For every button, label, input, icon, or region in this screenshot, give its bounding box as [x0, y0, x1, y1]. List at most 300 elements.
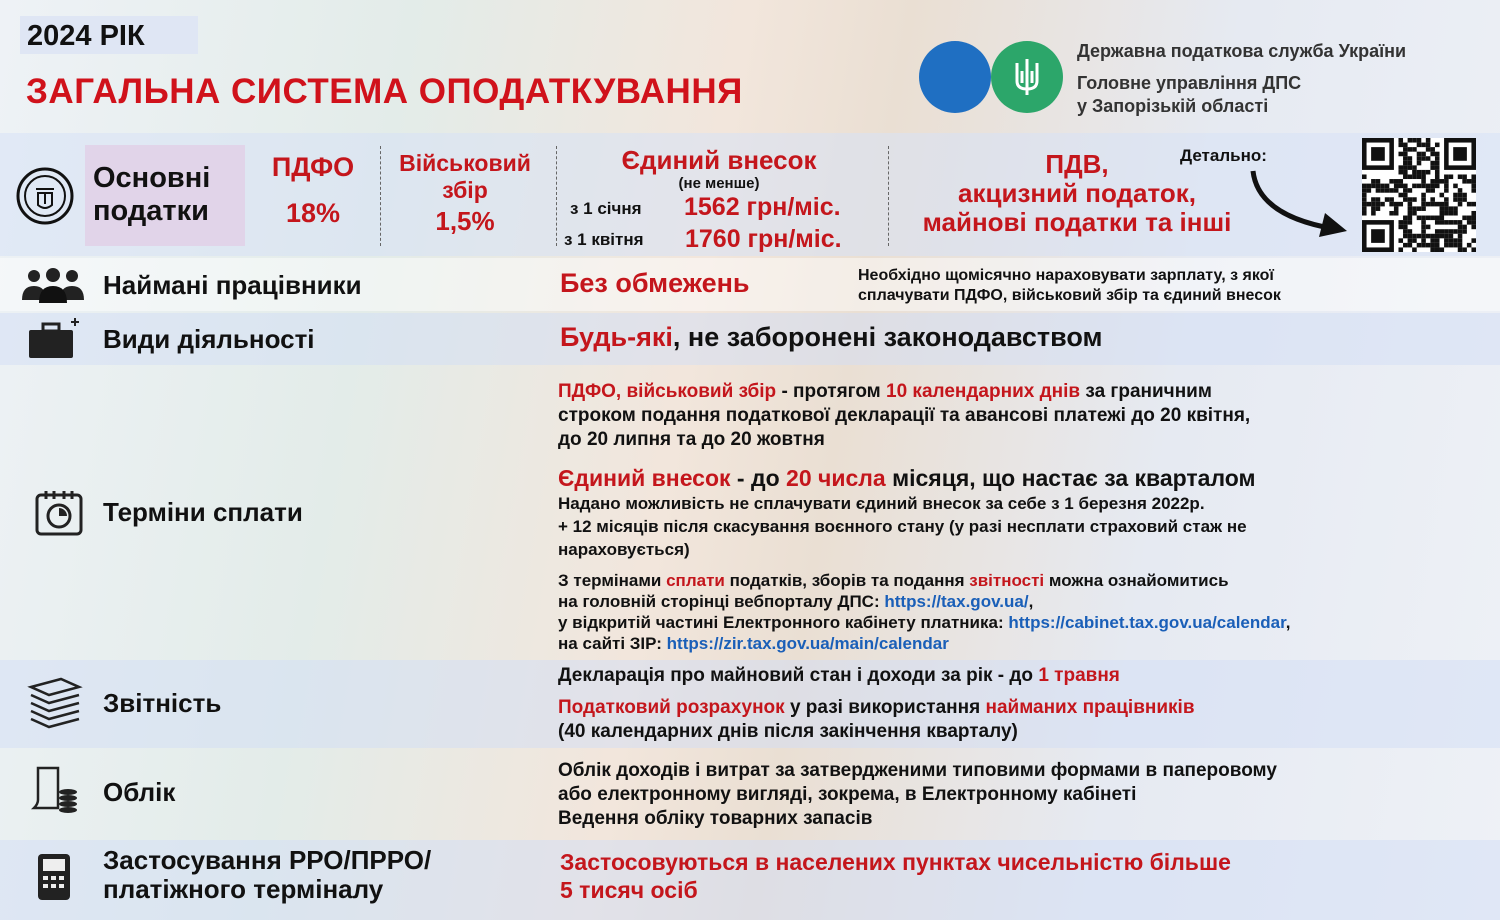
qr-module	[1371, 179, 1376, 184]
terms-label: Терміни сплати	[103, 497, 303, 527]
qr-module	[1426, 170, 1431, 175]
qr-module	[1421, 170, 1426, 175]
accounting-line: Ведення обліку товарних запасів	[558, 808, 873, 829]
qr-module	[1362, 184, 1367, 189]
qr-module	[1412, 234, 1417, 239]
text-segment: місяця, що настає за кварталом	[885, 465, 1256, 491]
qr-module	[1458, 193, 1463, 198]
terms-pdfo-line	[558, 404, 1250, 428]
qr-module	[1453, 206, 1458, 211]
qr-module	[1444, 188, 1449, 193]
qr-module	[1408, 206, 1413, 211]
qr-module	[1417, 216, 1422, 221]
qr-module	[1421, 234, 1426, 239]
highlight-text: найманих працівників	[985, 697, 1195, 718]
qr-module	[1471, 179, 1476, 184]
qr-module	[1389, 179, 1394, 184]
employees-note-1: Необхідно щомісячно нараховувати зарплату, з якої	[858, 267, 1274, 284]
text-segment: З термінами	[558, 571, 667, 590]
qr-code[interactable]	[1362, 138, 1476, 252]
rro-value-line: Застосовуються в населених пунктах чисельністю більше	[560, 849, 1231, 875]
qr-module	[1376, 197, 1381, 202]
qr-module	[1417, 206, 1422, 211]
link[interactable]: https://zir.tax.gov.ua/main/calendar	[666, 634, 949, 653]
pdfo-name: ПДФО	[271, 152, 355, 182]
qr-module	[1403, 229, 1408, 234]
qr-module	[1430, 147, 1435, 152]
qr-module	[1440, 247, 1445, 252]
text-segment: ,	[1028, 592, 1034, 611]
qr-module	[1453, 184, 1458, 189]
qr-module	[1453, 211, 1458, 216]
qr-module	[1435, 179, 1440, 184]
qr-module	[1385, 188, 1390, 193]
text-segment: - протягом	[776, 381, 887, 402]
receipt-coins-icon	[30, 766, 80, 819]
qr-module	[1403, 184, 1408, 189]
rro-value	[560, 848, 1231, 904]
qr-module	[1412, 238, 1417, 243]
qr-module	[1458, 243, 1463, 248]
qr-module	[1458, 197, 1463, 202]
qr-module	[1435, 238, 1440, 243]
year-badge: 2024 РІК	[20, 16, 198, 54]
qr-module	[1403, 161, 1408, 166]
qr-module	[1426, 184, 1431, 189]
qr-module	[1458, 225, 1463, 230]
qr-module	[1408, 234, 1413, 239]
qr-module	[1398, 238, 1403, 243]
qr-module	[1412, 184, 1417, 189]
esv-from-2: з 1 квітня	[564, 230, 644, 249]
curved-arrow-icon	[1245, 165, 1355, 250]
qr-module	[1408, 243, 1413, 248]
qr-module	[1362, 202, 1367, 207]
qr-module	[1471, 202, 1476, 207]
qr-module	[1408, 216, 1413, 221]
qr-module	[1449, 206, 1454, 211]
divider	[888, 146, 889, 246]
qr-module	[1430, 216, 1435, 221]
qr-module	[1462, 229, 1467, 234]
qr-module	[1412, 170, 1417, 175]
qr-module	[1426, 156, 1431, 161]
qr-module	[1403, 143, 1408, 148]
terms-pdfo-line	[558, 380, 1250, 404]
text-segment: на головній сторінці вебпорталу ДПС:	[558, 592, 885, 611]
highlight-text: Податковий розрахунок	[558, 697, 785, 718]
qr-module	[1458, 238, 1463, 243]
text-segment: можна ознайомитись	[1044, 571, 1229, 590]
qr-module	[1421, 216, 1426, 221]
payment-terminal-icon	[36, 852, 72, 907]
qr-module	[1417, 174, 1422, 179]
qr-module	[1430, 243, 1435, 248]
qr-module	[1403, 165, 1408, 170]
reporting-line-2	[558, 696, 1195, 720]
qr-module	[1389, 202, 1394, 207]
accounting-label: Облік	[103, 777, 176, 807]
qr-module	[1453, 147, 1467, 161]
qr-module	[1471, 188, 1476, 193]
qr-module	[1458, 220, 1463, 225]
qr-module	[1398, 179, 1403, 184]
qr-module	[1435, 143, 1440, 148]
qr-module	[1371, 184, 1376, 189]
qr-module	[1376, 202, 1381, 207]
terms-links	[558, 570, 1291, 654]
qr-module	[1376, 179, 1381, 184]
qr-module	[1471, 247, 1476, 252]
qr-module	[1462, 193, 1467, 198]
qr-module	[1462, 216, 1467, 221]
qr-module	[1435, 216, 1440, 221]
qr-module	[1471, 174, 1476, 179]
qr-module	[1403, 220, 1408, 225]
accounting-line: або електронному вигляді, зокрема, в Електронному кабінеті	[558, 784, 1137, 805]
text-segment: - до	[730, 465, 787, 491]
qr-module	[1421, 206, 1426, 211]
qr-module	[1412, 197, 1417, 202]
qr-module	[1430, 197, 1435, 202]
qr-module	[1408, 220, 1413, 225]
qr-module	[1435, 234, 1440, 239]
qr-module	[1453, 238, 1458, 243]
qr-module	[1462, 197, 1467, 202]
esv-name: Єдиний внесок	[621, 145, 817, 175]
qr-module	[1412, 247, 1417, 252]
qr-module	[1371, 206, 1376, 211]
qr-module	[1435, 156, 1440, 161]
briefcase-icon	[25, 316, 81, 369]
qr-module	[1385, 197, 1390, 202]
esv-amount-2: 1760 грн/міс.	[685, 225, 842, 253]
qr-module	[1435, 220, 1440, 225]
highlight-text: сплати	[666, 571, 725, 590]
qr-module	[1471, 211, 1476, 216]
qr-module	[1440, 179, 1445, 184]
qr-module	[1440, 193, 1445, 198]
qr-module	[1440, 234, 1445, 239]
qr-module	[1408, 161, 1413, 166]
qr-module	[1408, 188, 1413, 193]
qr-module	[1444, 202, 1449, 207]
qr-module	[1440, 216, 1445, 221]
text-segment: Декларація про майновий стан і доходи за рік - до	[558, 665, 1039, 686]
qr-module	[1453, 197, 1458, 202]
qr-module	[1412, 147, 1417, 152]
qr-module	[1362, 211, 1367, 216]
qr-module	[1376, 188, 1381, 193]
terms-esv	[558, 465, 1256, 492]
qr-module	[1394, 184, 1399, 189]
qr-module	[1421, 229, 1426, 234]
rro-label-line: платіжного терміналу	[103, 874, 384, 904]
org-line-2: Головне управління ДПС	[1077, 73, 1302, 93]
qr-module	[1403, 216, 1408, 221]
org-line-1: Державна податкова служба України	[1077, 41, 1407, 61]
highlight-text: 1 травня	[1038, 665, 1120, 686]
qr-module	[1385, 184, 1390, 189]
qr-module	[1421, 243, 1426, 248]
text-segment: у разі використання	[784, 697, 986, 718]
qr-module	[1435, 184, 1440, 189]
qr-module	[1403, 156, 1408, 161]
qr-module	[1398, 143, 1403, 148]
divider	[556, 146, 557, 246]
qr-module	[1458, 188, 1463, 193]
text-segment: до 20 липня та до 20 жовтня	[558, 429, 825, 450]
qr-module	[1440, 206, 1445, 211]
qr-module	[1458, 247, 1463, 252]
qr-module	[1435, 174, 1440, 179]
accounting-line: Облік доходів і витрат за затвердженими типовими формами в паперовому	[558, 760, 1277, 781]
qr-module	[1403, 170, 1408, 175]
qr-module	[1458, 229, 1463, 234]
qr-module	[1421, 202, 1426, 207]
esv-from-1: з 1 січня	[570, 199, 642, 218]
rro-value-line: 5 тисяч осіб	[560, 877, 698, 903]
logo-trident-icon	[991, 41, 1063, 113]
terms-links-line	[558, 612, 1291, 633]
org-line-3: у Запорізькій області	[1077, 96, 1269, 116]
qr-module	[1371, 229, 1385, 243]
qr-module	[1408, 229, 1413, 234]
qr-module	[1458, 202, 1463, 207]
highlight-text: звітності	[969, 571, 1045, 590]
qr-module	[1403, 193, 1408, 198]
qr-module	[1467, 220, 1472, 225]
qr-module	[1408, 238, 1413, 243]
qr-module	[1408, 197, 1413, 202]
other-tax-2: акцизний податок,	[958, 178, 1196, 208]
qr-module	[1371, 197, 1376, 202]
employees-label: Наймані працівники	[103, 270, 362, 300]
qr-module	[1467, 179, 1472, 184]
tax-emblem-icon	[16, 167, 74, 230]
qr-module	[1398, 202, 1403, 207]
military-name-2: збір	[442, 177, 488, 203]
qr-module	[1444, 179, 1449, 184]
highlight-text: Будь-які	[560, 322, 673, 352]
qr-module	[1362, 193, 1367, 198]
qr-module	[1367, 188, 1372, 193]
qr-module	[1398, 152, 1403, 157]
qr-module	[1421, 238, 1426, 243]
qr-module	[1430, 188, 1435, 193]
text-segment: за граничним	[1080, 381, 1212, 402]
qr-module	[1403, 152, 1408, 157]
qr-module	[1462, 225, 1467, 230]
text-segment: податків, зборів та подання	[724, 571, 970, 590]
employees-note-2: сплачувати ПДФО, військовий збір та єдиний внесок	[858, 287, 1281, 304]
terms-esv-note-line: Надано можливість не сплачувати єдиний внесок за себе з 1 березня 2022р.	[558, 494, 1205, 513]
qr-module	[1440, 202, 1445, 207]
pdfo-rate: 18%	[285, 198, 341, 228]
link[interactable]: https://cabinet.tax.gov.ua/calendar	[1008, 613, 1286, 632]
qr-module	[1403, 147, 1408, 152]
qr-module	[1471, 220, 1476, 225]
employees-note	[858, 266, 1281, 306]
qr-module	[1471, 238, 1476, 243]
qr-module	[1449, 243, 1454, 248]
logo-blue-circle	[919, 41, 991, 113]
qr-module	[1444, 197, 1449, 202]
text-segment: ,	[1285, 613, 1291, 632]
qr-module	[1444, 229, 1449, 234]
qr-module	[1367, 184, 1372, 189]
qr-module	[1403, 188, 1408, 193]
military-name-1: Військовий	[399, 150, 531, 176]
qr-module	[1417, 161, 1422, 166]
qr-module	[1417, 156, 1422, 161]
qr-module	[1371, 202, 1376, 207]
qr-module	[1440, 220, 1445, 225]
qr-module	[1462, 174, 1467, 179]
text-segment: у відкритій частині Електронного кабінету платника:	[558, 613, 1009, 632]
qr-module	[1371, 147, 1385, 161]
qr-module	[1458, 234, 1463, 239]
taxes-label: Основні податки	[85, 145, 245, 246]
qr-module	[1408, 211, 1413, 216]
qr-module	[1398, 225, 1403, 230]
qr-module	[1376, 184, 1381, 189]
qr-module	[1435, 165, 1440, 170]
qr-module	[1380, 188, 1385, 193]
qr-module	[1421, 179, 1426, 184]
calendar-clock-icon	[34, 489, 84, 542]
other-tax-1: ПДВ,	[1045, 149, 1109, 179]
qr-module	[1430, 184, 1435, 189]
qr-module	[1403, 225, 1408, 230]
qr-module	[1421, 197, 1426, 202]
qr-module	[1421, 156, 1426, 161]
qr-module	[1449, 229, 1454, 234]
qr-module	[1394, 206, 1399, 211]
rro-label	[103, 846, 431, 904]
qr-module	[1426, 147, 1431, 152]
terms-pdfo	[558, 380, 1250, 452]
qr-module	[1380, 202, 1385, 207]
qr-module	[1453, 229, 1458, 234]
qr-module	[1412, 165, 1417, 170]
qr-module	[1371, 211, 1376, 216]
reporting-label: Звітність	[103, 688, 222, 718]
link[interactable]: https://tax.gov.ua/	[884, 592, 1029, 611]
qr-module	[1362, 206, 1367, 211]
qr-module	[1426, 202, 1431, 207]
qr-module	[1449, 238, 1454, 243]
qr-module	[1444, 206, 1449, 211]
qr-module	[1394, 211, 1399, 216]
qr-module	[1408, 156, 1413, 161]
people-icon	[20, 266, 86, 309]
qr-module	[1453, 243, 1458, 248]
activities-value	[560, 322, 1102, 353]
qr-module	[1435, 229, 1440, 234]
qr-module	[1417, 152, 1422, 157]
qr-module	[1462, 179, 1467, 184]
qr-module	[1398, 193, 1403, 198]
qr-module	[1376, 206, 1381, 211]
qr-module	[1421, 143, 1426, 148]
qr-module	[1435, 202, 1440, 207]
qr-module	[1435, 161, 1440, 166]
qr-module	[1444, 220, 1449, 225]
qr-module	[1421, 184, 1426, 189]
qr-module	[1403, 174, 1408, 179]
qr-module	[1408, 147, 1413, 152]
qr-module	[1430, 161, 1435, 166]
text-segment: , не заборонені законодавством	[672, 322, 1103, 352]
qr-module	[1430, 179, 1435, 184]
qr-module	[1426, 143, 1431, 148]
military-rate: 1,5%	[435, 206, 495, 236]
other-tax-3: майнові податки та інші	[922, 207, 1232, 237]
qr-module	[1471, 225, 1476, 230]
esv-note: (не менше)	[678, 175, 760, 192]
employees-value: Без обмежень	[560, 268, 750, 298]
qr-module	[1408, 202, 1413, 207]
qr-module	[1449, 174, 1454, 179]
terms-links-line	[558, 570, 1291, 591]
qr-module	[1426, 138, 1431, 143]
qr-module	[1435, 247, 1440, 252]
qr-module	[1362, 197, 1367, 202]
qr-module	[1389, 188, 1394, 193]
qr-module	[1394, 179, 1399, 184]
terms-links-line	[558, 591, 1291, 612]
qr-module	[1435, 152, 1440, 157]
qr-module	[1421, 152, 1426, 157]
accounting-text	[558, 759, 1277, 831]
qr-module	[1421, 225, 1426, 230]
qr-module	[1403, 234, 1408, 239]
qr-module	[1430, 202, 1435, 207]
qr-module	[1444, 234, 1449, 239]
esv-amount-1: 1562 грн/міс.	[684, 193, 841, 221]
terms-esv-note-line: + 12 місяців після скасування воєнного стану (у разі несплати страховий стаж не	[558, 517, 1247, 536]
qr-module	[1412, 211, 1417, 216]
reporting-line-1	[558, 664, 1120, 688]
qr-module	[1449, 220, 1454, 225]
divider	[380, 146, 381, 246]
qr-module	[1398, 184, 1403, 189]
qr-module	[1398, 247, 1403, 252]
qr-module	[1421, 193, 1426, 198]
text-segment: строком подання податкової декларації та авансові платежі до 20 квітня,	[558, 405, 1251, 426]
qr-module	[1408, 165, 1413, 170]
qr-module	[1417, 138, 1422, 143]
qr-module	[1435, 243, 1440, 248]
qr-module	[1471, 184, 1476, 189]
qr-module	[1408, 138, 1413, 143]
qr-module	[1444, 238, 1449, 243]
page-title: ЗАГАЛЬНА СИСТЕМА ОПОДАТКУВАННЯ	[26, 72, 743, 111]
highlight-text: 20 числа	[786, 465, 886, 491]
reporting-line-3: (40 календарних днів після закінчення кварталу)	[558, 721, 1018, 742]
qr-module	[1398, 170, 1403, 175]
paper-stack-icon	[27, 673, 83, 734]
qr-module	[1435, 170, 1440, 175]
qr-module	[1426, 234, 1431, 239]
terms-esv-note	[558, 492, 1247, 561]
qr-module	[1444, 211, 1449, 216]
qr-module	[1453, 193, 1458, 198]
qr-module	[1417, 243, 1422, 248]
qr-module	[1389, 197, 1394, 202]
qr-module	[1417, 234, 1422, 239]
